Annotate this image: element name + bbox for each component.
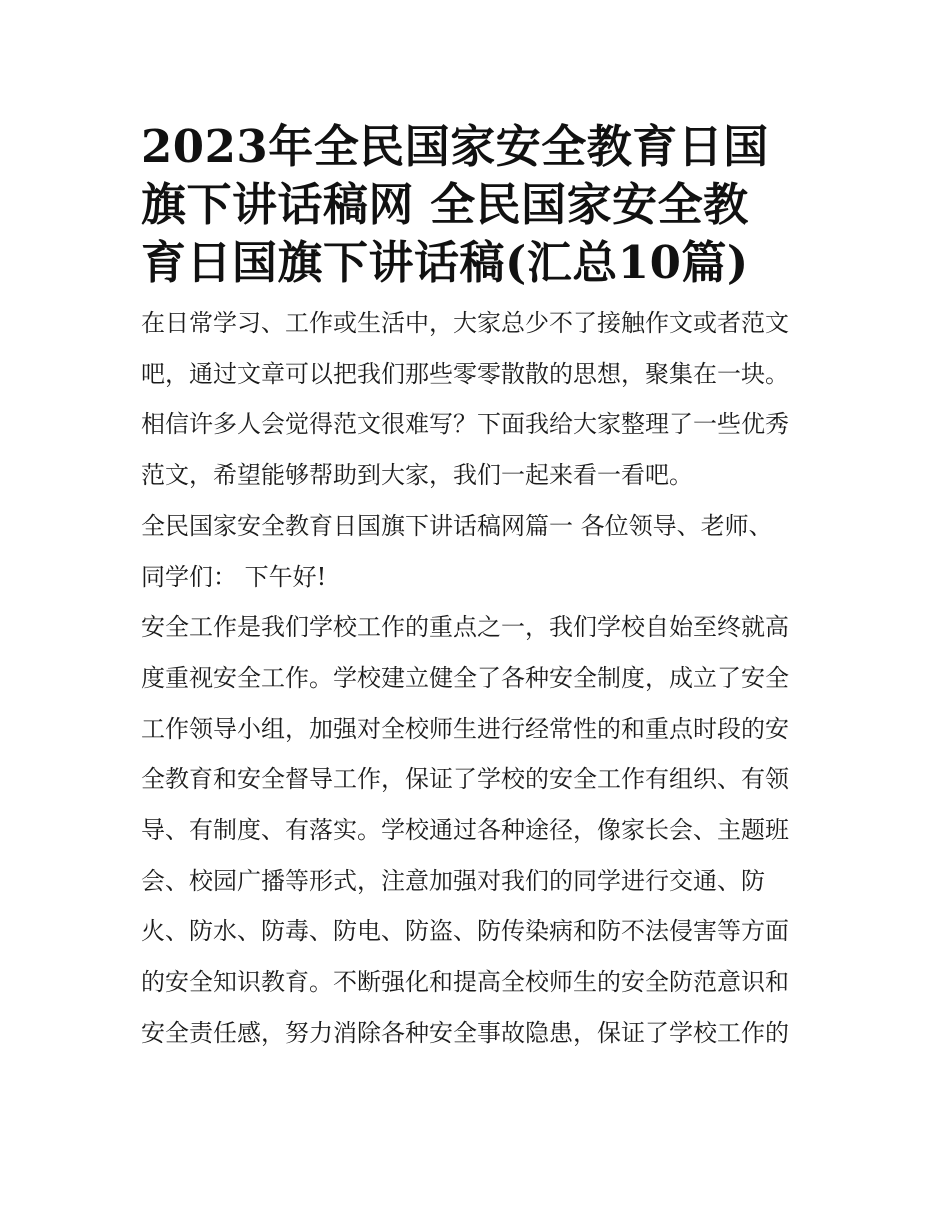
body-line: 安全工作是我们学校工作的重点之一，我们学校自始至终就高 [141,613,789,642]
document-content [141,118,813,1059]
body-line: 同学们： 下午好! [141,562,327,591]
title-line-3: 育日国旗下讲话稿(汇总10篇) [141,236,749,289]
body-line: 导、有制度、有落实。学校通过各种途径，像家长会、主题班 [141,816,789,845]
document-body [141,298,813,1059]
body-line: 范文，希望能够帮助到大家，我们一起来看一看吧。 [141,461,693,490]
document-title [141,118,813,292]
body-line: 安全责任感，努力消除各种安全事故隐患，保证了学校工作的 [141,1018,789,1047]
body-line: 吧，通过文章可以把我们那些零零散散的思想，聚集在一块。 [141,359,789,388]
body-line: 全教育和安全督导工作，保证了学校的安全工作有组织、有领 [141,765,789,794]
body-line: 相信许多人会觉得范文很难写？下面我给大家整理了一些优秀 [141,410,789,439]
title-line-1: 2023年全民国家安全教育日国 [141,120,769,173]
body-line: 度重视安全工作。学校建立健全了各种安全制度，成立了安全 [141,663,789,692]
body-line: 工作领导小组，加强对全校师生进行经常性的和重点时段的安 [141,714,789,743]
body-line: 会、校园广播等形式，注意加强对我们的同学进行交通、防 [141,866,765,895]
body-line: 全民国家安全教育日国旗下讲话稿网篇一 各位领导、老师、 [141,511,773,540]
body-line: 的安全知识教育。不断强化和提高全校师生的安全防范意识和 [141,968,789,997]
title-line-2: 旗下讲话稿网 全民国家安全教 [141,178,749,231]
body-line: 火、防水、防毒、防电、防盗、防传染病和防不法侵害等方面 [141,917,789,946]
body-line: 在日常学习、工作或生活中，大家总少不了接触作文或者范文 [141,309,789,337]
